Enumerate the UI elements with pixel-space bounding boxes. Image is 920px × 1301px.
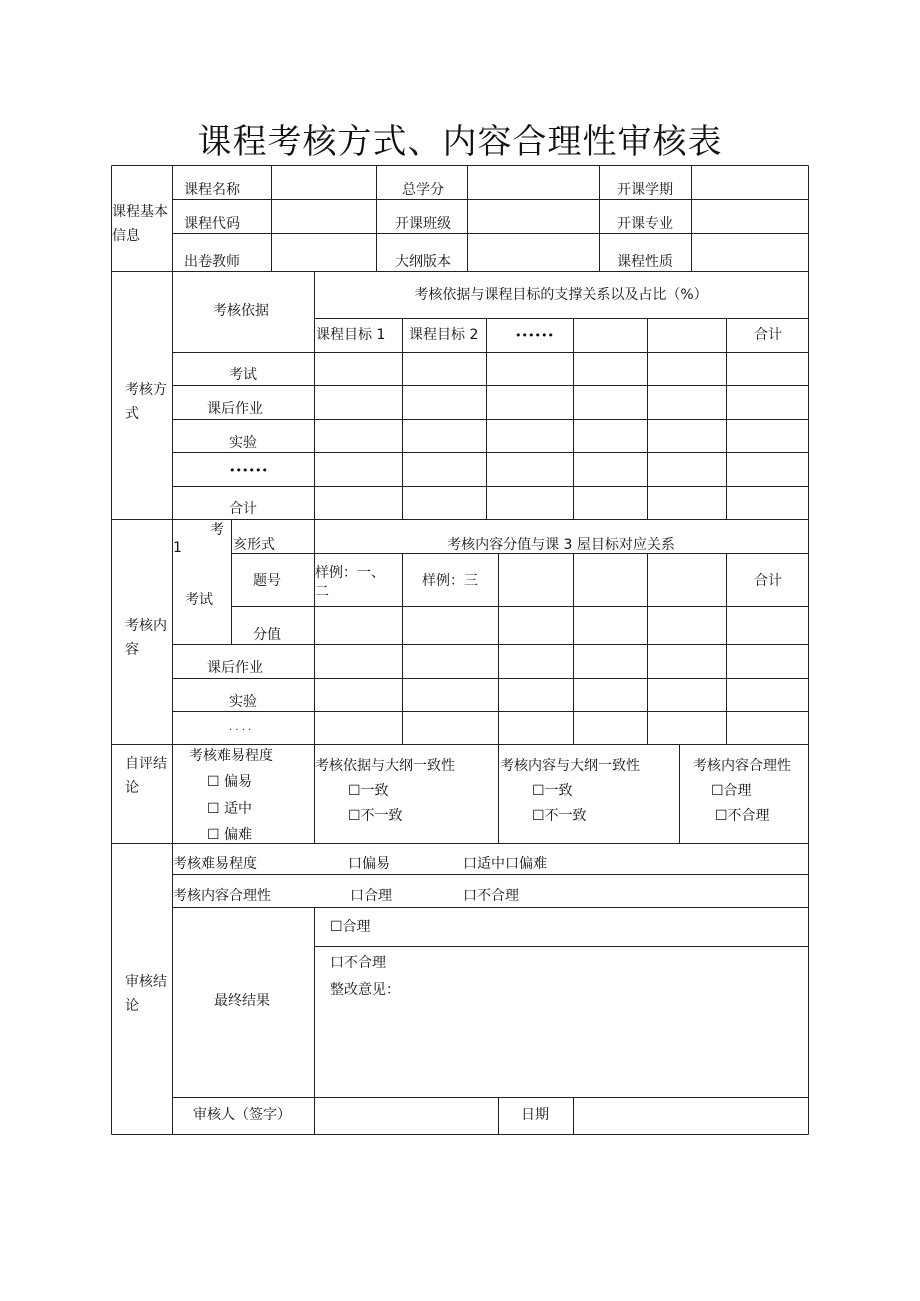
question-no-label: 题号 xyxy=(253,573,281,589)
content-total-header: 合计 xyxy=(754,573,782,589)
course-code-label: 课程代码 xyxy=(184,216,240,232)
self-unreasonable-checkbox[interactable]: ☐不合理 xyxy=(715,808,770,824)
course-nature-label: 课程性质 xyxy=(617,254,673,270)
assessment-method-section-label: 考核方式 xyxy=(125,382,167,422)
assessment-basis-label: 考核依据 xyxy=(213,303,269,319)
content-experiment-label: 实验 xyxy=(229,694,257,710)
method-row-experiment: 实验 xyxy=(229,435,257,451)
assessment-content-section-label: 考核内容 xyxy=(125,618,167,658)
basic-info-section-label: 课程基本信息 xyxy=(112,204,168,244)
content-consistency-label: 考核内容与大纲一致性 xyxy=(500,758,640,774)
review-medium-hard-checkbox[interactable]: 口适中口偏难 xyxy=(463,856,547,872)
content-more-label: · · · · xyxy=(229,725,252,736)
example-1: 样例：一、二 xyxy=(315,565,385,600)
review-unreasonable-checkbox[interactable]: 口不合理 xyxy=(463,888,519,904)
review-difficulty-label: 考核难易程度 xyxy=(173,856,257,872)
course-name-label: 课程名称 xyxy=(184,182,240,198)
relation-header: 考核依据与课程目标的支撑关系以及占比（%） xyxy=(414,287,708,303)
major-label: 开课专业 xyxy=(617,216,673,232)
content-inconsistent-checkbox[interactable]: ☐不一致 xyxy=(532,808,587,824)
reviewer-signature-label: 审核人（签字） xyxy=(193,1107,291,1123)
method-total-header: 合计 xyxy=(754,327,782,343)
date-label: 日期 xyxy=(521,1107,549,1123)
review-reasonable-checkbox[interactable]: 口合理 xyxy=(350,888,392,904)
review-content-label: 考核内容合理性 xyxy=(173,888,271,904)
score-label: 分值 xyxy=(253,627,281,643)
goal-1-header: 课程目标 1 xyxy=(316,327,386,343)
total-hours-label: 总学分 xyxy=(402,182,444,198)
self-reasonable-checkbox[interactable]: ☐合理 xyxy=(711,783,752,799)
content-exam-label: 考试 xyxy=(185,592,213,608)
page-title: 课程考核方式、内容合理性审核表 xyxy=(197,122,723,162)
review-easy-checkbox[interactable]: 口偏易 xyxy=(348,856,390,872)
method-row-total: 合计 xyxy=(229,501,257,517)
difficulty-medium-checkbox[interactable]: ☐ 适中 xyxy=(207,801,253,817)
mapping-header: 考核内容分值与课 3 屋目标对应关系 xyxy=(447,537,675,553)
review-section-label: 审核结论 xyxy=(125,974,167,1014)
difficulty-hard-checkbox[interactable]: ☐ 偏难 xyxy=(207,827,253,843)
final-result-label: 最终结果 xyxy=(214,993,270,1009)
basis-consistent-checkbox[interactable]: ☐一致 xyxy=(348,783,389,799)
method-row-homework: 课后作业 xyxy=(207,401,263,417)
form-label-a: 考 xyxy=(210,522,224,538)
semester-label: 开课学期 xyxy=(617,182,673,198)
goal-more-header: •••••• xyxy=(515,329,554,342)
content-consistent-checkbox[interactable]: ☐一致 xyxy=(532,783,573,799)
basis-consistency-label: 考核依据与大纲一致性 xyxy=(315,758,455,774)
method-row-exam: 考试 xyxy=(229,367,257,383)
final-unreasonable-checkbox[interactable]: 口不合理 xyxy=(330,955,386,971)
content-reasonable-label: 考核内容合理性 xyxy=(693,758,791,774)
method-row-more: •••••• xyxy=(229,464,268,477)
goal-2-header: 课程目标 2 xyxy=(409,327,479,343)
difficulty-easy-checkbox[interactable]: ☐ 偏易 xyxy=(207,774,253,790)
example-2: 样例：三 xyxy=(422,573,478,589)
basis-inconsistent-checkbox[interactable]: ☐不一致 xyxy=(348,808,403,824)
self-difficulty-label: 考核难易程度 xyxy=(189,748,273,764)
final-reasonable-checkbox[interactable]: ☐合理 xyxy=(330,919,371,935)
examiner-label: 出卷教师 xyxy=(184,254,240,270)
syllabus-version-label: 大纲版本 xyxy=(395,254,451,270)
rectification-label: 整改意见： xyxy=(330,982,400,998)
class-label: 开课班级 xyxy=(395,216,451,232)
form-label-num: 1 xyxy=(173,540,182,556)
self-eval-section-label: 自评结论 xyxy=(125,756,167,796)
form-label-b: 亥形式 xyxy=(233,537,275,553)
content-homework-label: 课后作业 xyxy=(207,660,263,676)
